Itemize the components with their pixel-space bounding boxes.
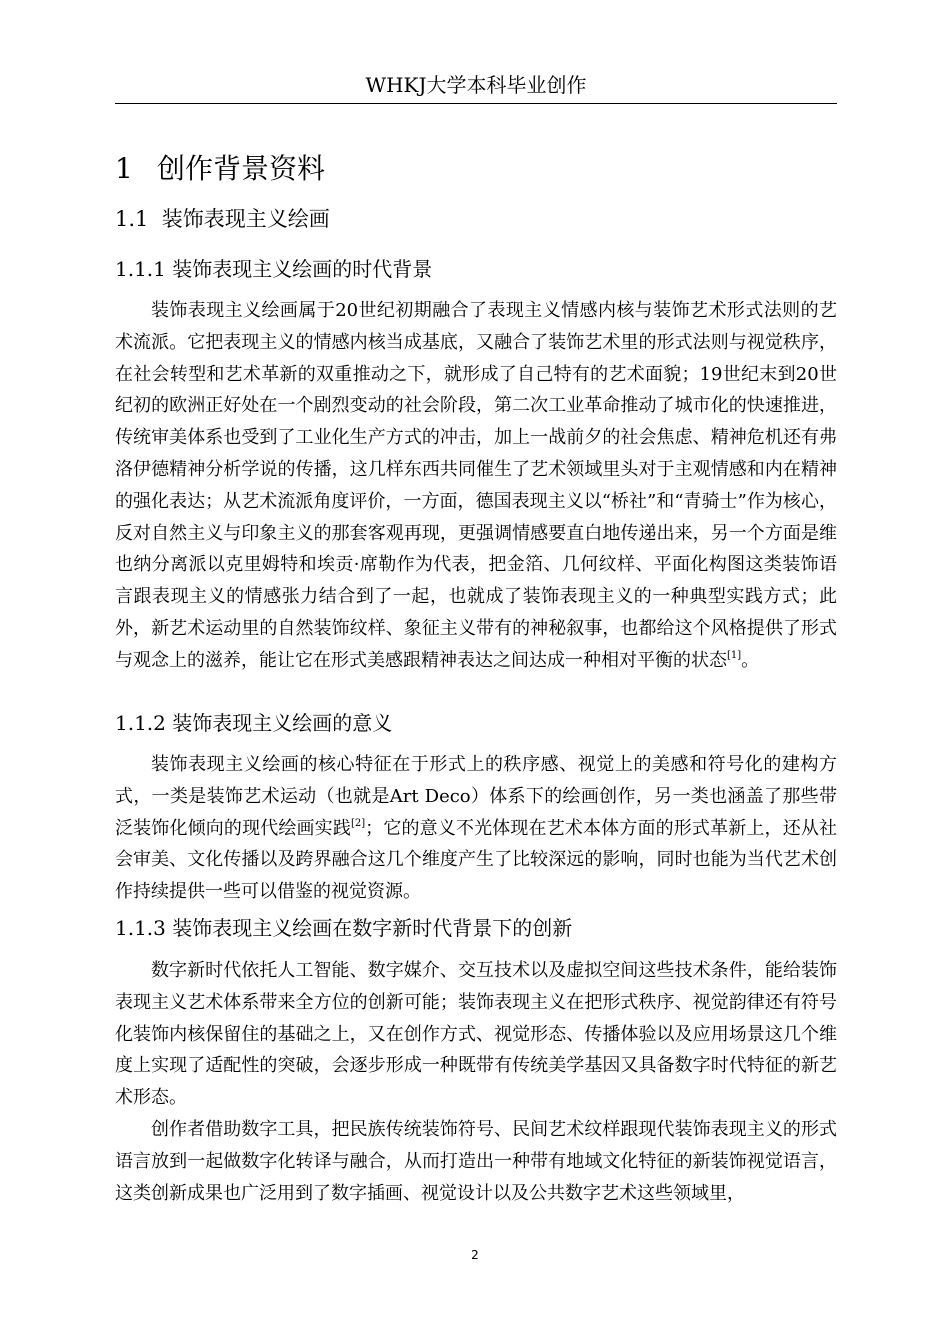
citation-marker: [2] [351,817,366,829]
body-paragraph: 数字新时代依托人工智能、数字媒介、交互技术以及虚拟空间这些技术条件，能给装饰表现主义艺术体系带来全方位的创新可能；装饰表现主义在把形式秩序、视觉韵律还有符号化装饰内核保留住的基础之上，又在创作方式、视觉形态、传播体验以及应用场景这几个维度上实现了适配性的突破，会逐步形成一种既带有传统美学基因又具备数字时代特征的新艺术形态。 [115,960,837,1109]
body-paragraph: 装饰表现主义绘画的核心特征在于形式上的秩序感、视觉上的美感和符号化的建构方式，一类是装饰艺术运动（也就是Art Deco）体系下的绘画创作，另一类也涵盖了那些带泛装饰化倾向的现代绘画实践[2]；它的意义不光体现在艺术本体方面的形式革新上，还从社会审美、文化传播以及跨界融合这几个维度产生了比较深远的影响，同时也能为当代艺术创作持续提供一些可以借鉴的视觉资源。 [115,754,838,903]
body-paragraph: 创作者借助数字工具，把民族传统装饰符号、民间艺术纹样跟现代装饰表现主义的形式语言放到一起做数字化转译与融合，从而打造出一种带有地域文化特征的新装饰视觉语言，这类创新成果也广泛用到了数字插画、视觉设计以及公共数字艺术这些领域里， [115,1119,837,1204]
section-heading [115,204,330,234]
subsection-heading: 1.1.1 装饰表现主义绘画的时代背景 [115,257,433,281]
subsection-heading: 1.1.2 装饰表现主义绘画的意义 [115,711,393,735]
chapter-title: 创作背景资料 [157,152,326,185]
page-number: 2 [471,1248,479,1262]
section-title: 装饰表现主义绘画 [161,207,330,231]
body-paragraph: 装饰表现主义绘画属于20世纪初期融合了表现主义情感内核与装饰艺术形式法则的艺术流派。它把表现主义的情感内核当成基底，又融合了装饰艺术里的形式法则与视觉秩序，在社会转型和艺术革新的双重推动之下，就形成了自己特有的艺术面貌；19世纪末到20世纪初的欧洲正好处在一个剧烈变动的社会阶段，第二次工业革命推动了城市化的快速推进，传统审美体系也受到了工业化生产方式的冲击，加上一战前夕的社会焦虑、精神危机还有弗洛伊德精神分析学说的传播，这几样东西共同催生了艺术领域里头对于主观情感和内在精神的强化表达；从艺术流派角度评价，一方面，德国表现主义以“桥社”和“青骑士”作为核心，反对自然主义与印象主义的那套客观再现，更强调情感要直白地传递出来，另一个方面是维也纳分离派以克里姆特和埃贡·席勒作为代表，把金箔、几何纹样、平面化构图这类装饰语言跟表现主义的情感张力结合到了一起，也就成了装饰表现主义的一种典型实践方式；此外，新艺术运动里的自然装饰纹样、象征主义带有的神秘叙事，也都给这个风格提供了形式与观念上的滋养，能让它在形式美感跟精神表达之间达成一种相对平衡的状态[1]。 [115,300,837,671]
citation-marker: [1] [727,649,742,661]
subsection-heading: 1.1.3 装饰表现主义绘画在数字新时代背景下的创新 [115,916,573,940]
section-number: 1.1 [115,207,149,231]
header-rule [115,103,837,104]
chapter-number: 1 [115,152,133,185]
chapter-heading [115,150,325,188]
page-header: WHKJ大学本科毕业创作 [365,73,587,97]
